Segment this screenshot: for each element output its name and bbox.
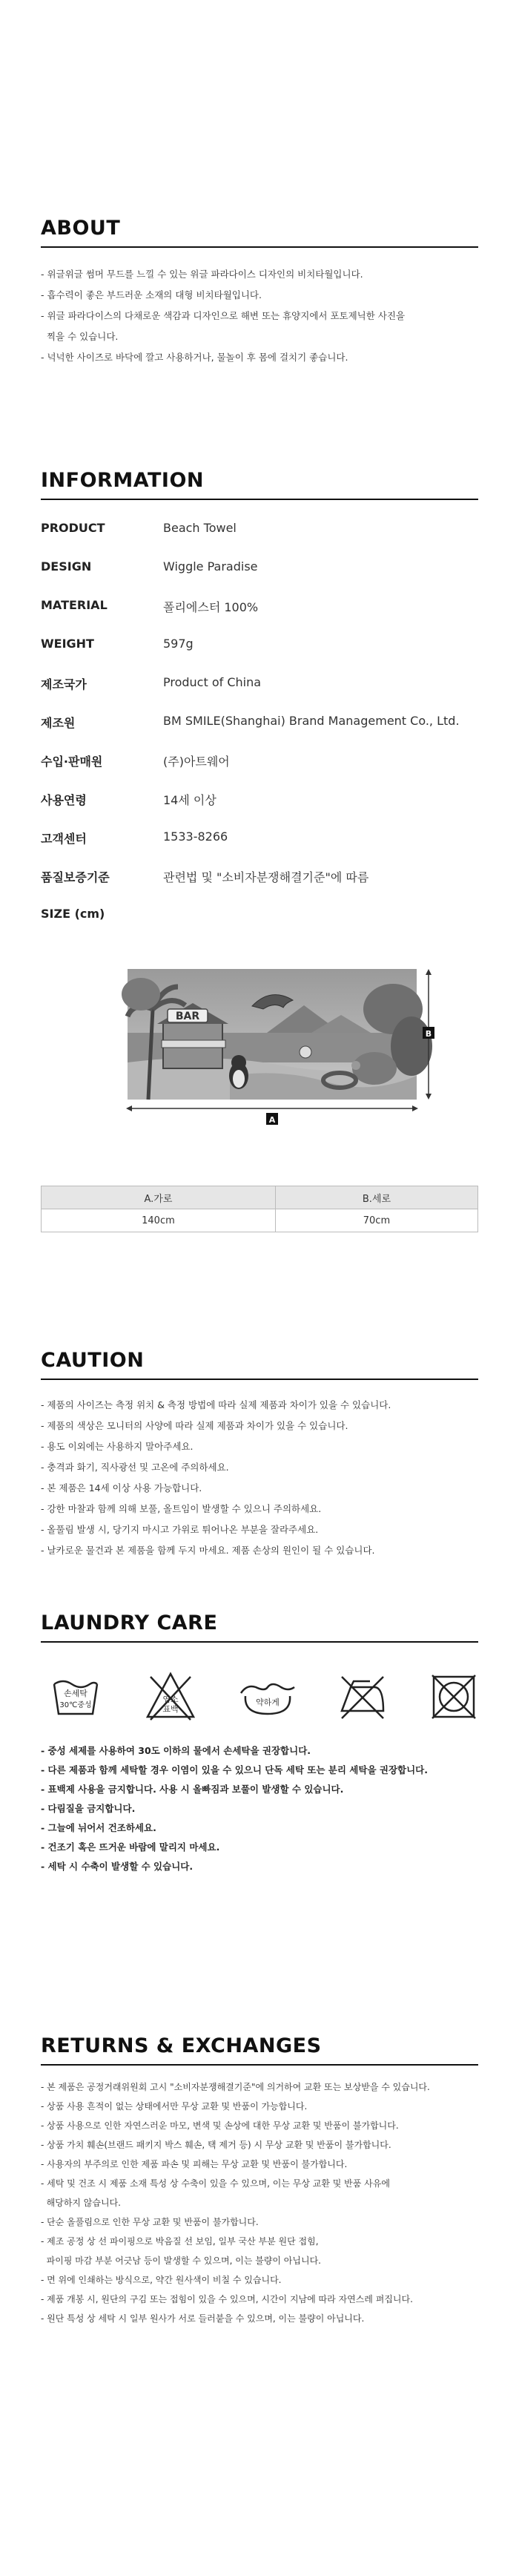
information-title: INFORMATION [41, 469, 205, 492]
dimension-b [423, 969, 434, 1100]
about-title: ABOUT [41, 217, 121, 240]
laundry-line: - 세탁 시 수축이 발생할 수 있습니다. [41, 1861, 194, 1872]
caution-line: - 올풀림 발생 시, 당기지 마시고 가위로 튀어나온 부분을 잘라주세요. [41, 1524, 319, 1535]
info-key: 고객센터 [41, 832, 87, 846]
returns-line: - 상품 사용 흔적이 없는 상태에서만 무상 교환 및 반품이 가능합니다. [41, 2101, 308, 2112]
laundry-divider [41, 1641, 478, 1643]
about-line: - 넉넉한 사이즈로 바닥에 깔고 사용하거나, 물놀이 후 몸에 걸치기 좋습니다. [41, 352, 348, 363]
info-row-size [41, 907, 486, 924]
info-row-quality [41, 868, 486, 886]
returns-line: - 면 위에 인쇄하는 방식으로, 약간 원사색이 비칠 수 있습니다. [41, 2275, 282, 2285]
info-row-importer [41, 752, 486, 770]
returns-title: RETURNS & EXCHANGES [41, 2034, 322, 2057]
about-line: - 흡수력이 좋은 부드러운 소재의 대형 비치타월입니다. [41, 289, 262, 300]
size-header-width: A.가로 [42, 1186, 276, 1209]
caution-line: - 제품의 색상은 모니터의 사양에 따라 실제 제품과 차이가 있을 수 있습니다. [41, 1420, 348, 1431]
laundry-line: - 그늘에 뉘어서 건조하세요. [41, 1822, 156, 1833]
caution-line: - 강한 마찰과 함께 의해 보풀, 올트임이 발생할 수 있으니 주의하세요. [41, 1503, 322, 1514]
info-value: Wiggle Paradise [163, 559, 258, 574]
info-row-material [41, 598, 486, 616]
info-value: Product of China [163, 675, 262, 689]
about-line: - 위글 파라다이스의 다채로운 색감과 디자인으로 해변 또는 휴양지에서 포토제닉한 사진을 [41, 310, 406, 321]
returns-line: - 상품 사용으로 인한 자연스러운 마모, 변색 및 손상에 대한 무상 교환 및 반품이 불가합니다. [41, 2120, 399, 2131]
laundry-line: - 표백제 사용을 금지합니다. 사용 시 올빠짐과 보풀이 발생할 수 있습니다. [41, 1784, 344, 1795]
laundry-line: - 다림질을 금지합니다. [41, 1803, 136, 1814]
wring-gently-text: 약하게 [256, 1698, 280, 1707]
returns-line: - 단순 올풀림으로 인한 무상 교환 및 반품이 불가합니다. [41, 2217, 259, 2227]
caution-line: - 충격과 화기, 직사광선 및 고온에 주의하세요. [41, 1462, 229, 1473]
dimension-b-label: B [425, 1029, 432, 1039]
hand-wash-icon [50, 1671, 102, 1723]
towel-illustration [122, 969, 432, 1100]
laundry-list [41, 1741, 486, 1876]
info-value: 관련법 및 "소비자분쟁해결기준"에 따름 [163, 870, 369, 884]
info-value: (주)아트웨어 [163, 755, 230, 769]
hand-wash-text-2: 30℃중성 [59, 1701, 92, 1709]
returns-divider [41, 2064, 478, 2066]
info-key: 품질보증기준 [41, 870, 110, 884]
dimension-a [126, 1105, 418, 1125]
info-row-weight [41, 637, 486, 654]
about-line: 찍을 수 있습니다. [41, 331, 119, 342]
info-key: WEIGHT [41, 637, 94, 651]
info-key: DESIGN [41, 559, 92, 574]
returns-line: - 세탁 및 건조 시 제품 소재 특성 상 수축이 있을 수 있으며, 이는 무상 교환 및 반품 사유에 [41, 2178, 390, 2189]
caution-list [41, 1395, 486, 1561]
laundry-line: - 건조기 혹은 뜨거운 바람에 말리지 마세요. [41, 1841, 220, 1853]
info-value: 폴리에스터 100% [163, 600, 259, 614]
info-row-manufacturer [41, 714, 486, 732]
returns-line: 파이핑 마감 부분 어긋남 등이 발생할 수 있으며, 이는 불량이 아닙니다. [41, 2255, 321, 2266]
about-line: - 위글위글 썸머 무드를 느낄 수 있는 위글 파라다이스 디자인의 비치타월입니다. [41, 269, 363, 280]
no-bleach-text-2: 표백 [162, 1704, 179, 1714]
laundry-line: - 다른 제품과 함께 세탁할 경우 이염이 있을 수 있으니 단독 세탁 또는 분리 세탁을 권장합니다. [41, 1764, 428, 1775]
info-row-design [41, 559, 486, 577]
info-value: 14세 이상 [163, 793, 216, 807]
info-value: 597g [163, 637, 194, 651]
size-value-width: 140cm [42, 1209, 276, 1232]
info-row-age [41, 791, 486, 809]
about-divider [41, 246, 478, 248]
caution-line: - 용도 이외에는 사용하지 말아주세요. [41, 1441, 194, 1452]
no-bleach-text-1: 염소 [162, 1695, 179, 1704]
caution-line: - 제품의 사이즈는 측정 위치 & 측정 방법에 따라 실제 제품과 차이가 있을 수 있습니다. [41, 1399, 391, 1410]
information-divider [41, 499, 478, 500]
size-value-height: 70cm [275, 1209, 477, 1232]
info-key: PRODUCT [41, 521, 105, 535]
hand-wash-text-1: 손세탁 [64, 1689, 87, 1698]
info-key: 제조국가 [41, 677, 87, 691]
size-label: SIZE (cm) [41, 907, 105, 921]
returns-line: - 상품 가치 훼손(브랜드 패키지 박스 훼손, 택 제거 등) 시 무상 교환 및 반품이 불가합니다. [41, 2140, 391, 2150]
laundry-title: LAUNDRY CARE [41, 1611, 218, 1634]
info-key: 제조원 [41, 716, 76, 730]
returns-line: - 원단 특성 상 세탁 시 일부 원사가 서로 들러붙을 수 있으며, 이는 불량이 아닙니다. [41, 2313, 365, 2324]
info-value: BM SMILE(Shanghai) Brand Management Co., Ltd. [163, 714, 460, 728]
info-value: Beach Towel [163, 521, 237, 535]
caution-title: CAUTION [41, 1349, 145, 1372]
info-row-product [41, 521, 486, 539]
size-header-height: B.세로 [275, 1186, 477, 1209]
dimension-a-label: A [268, 1115, 276, 1125]
returns-line: - 제조 공정 상 선 파이핑으로 박음질 선 보임, 일부 국산 부분 원단 접힘, [41, 2236, 319, 2247]
wring-gently-icon [238, 1671, 297, 1723]
returns-list [41, 2077, 486, 2328]
size-table-header [42, 1186, 478, 1209]
info-value: 1533-8266 [163, 829, 228, 844]
caution-line: - 본 제품은 14세 이상 사용 가능합니다. [41, 1482, 202, 1494]
bar-sign: BAR [175, 1011, 200, 1022]
no-tumble-dry-icon [428, 1671, 480, 1723]
caution-line: - 날카로운 물건과 본 제품을 함께 두지 마세요. 제품 손상의 원인이 될 수 있습니다. [41, 1545, 375, 1556]
returns-line: - 본 제품은 공정거래위원회 고시 "소비자분쟁해결기준"에 의거하여 교환 또는 보상받을 수 있습니다. [41, 2082, 430, 2092]
size-table [41, 1186, 478, 1232]
info-key: 사용연령 [41, 793, 87, 807]
info-key: 수입·판매원 [41, 755, 103, 769]
no-iron-icon [336, 1671, 389, 1723]
info-row-country [41, 675, 486, 693]
care-icons [41, 1671, 486, 1730]
laundry-line: - 중성 세제를 사용하여 30도 이하의 물에서 손세탁을 권장합니다. [41, 1745, 311, 1756]
size-table-row [42, 1209, 478, 1232]
info-row-customer-center [41, 829, 486, 847]
caution-divider [41, 1379, 478, 1380]
about-list [41, 264, 486, 368]
returns-line: - 사용자의 부주의로 인한 제품 파손 및 피해는 무상 교환 및 반품이 불가합니다. [41, 2159, 348, 2169]
returns-line: - 제품 개봉 시, 원단의 구김 또는 접힘이 있을 수 있으며, 시간이 지남에 따라 자연스레 펴집니다. [41, 2294, 413, 2304]
returns-line: 해당하지 않습니다. [41, 2198, 121, 2208]
towel-size-diagram [119, 965, 445, 1128]
no-bleach-icon [145, 1671, 196, 1723]
info-key: MATERIAL [41, 598, 108, 612]
